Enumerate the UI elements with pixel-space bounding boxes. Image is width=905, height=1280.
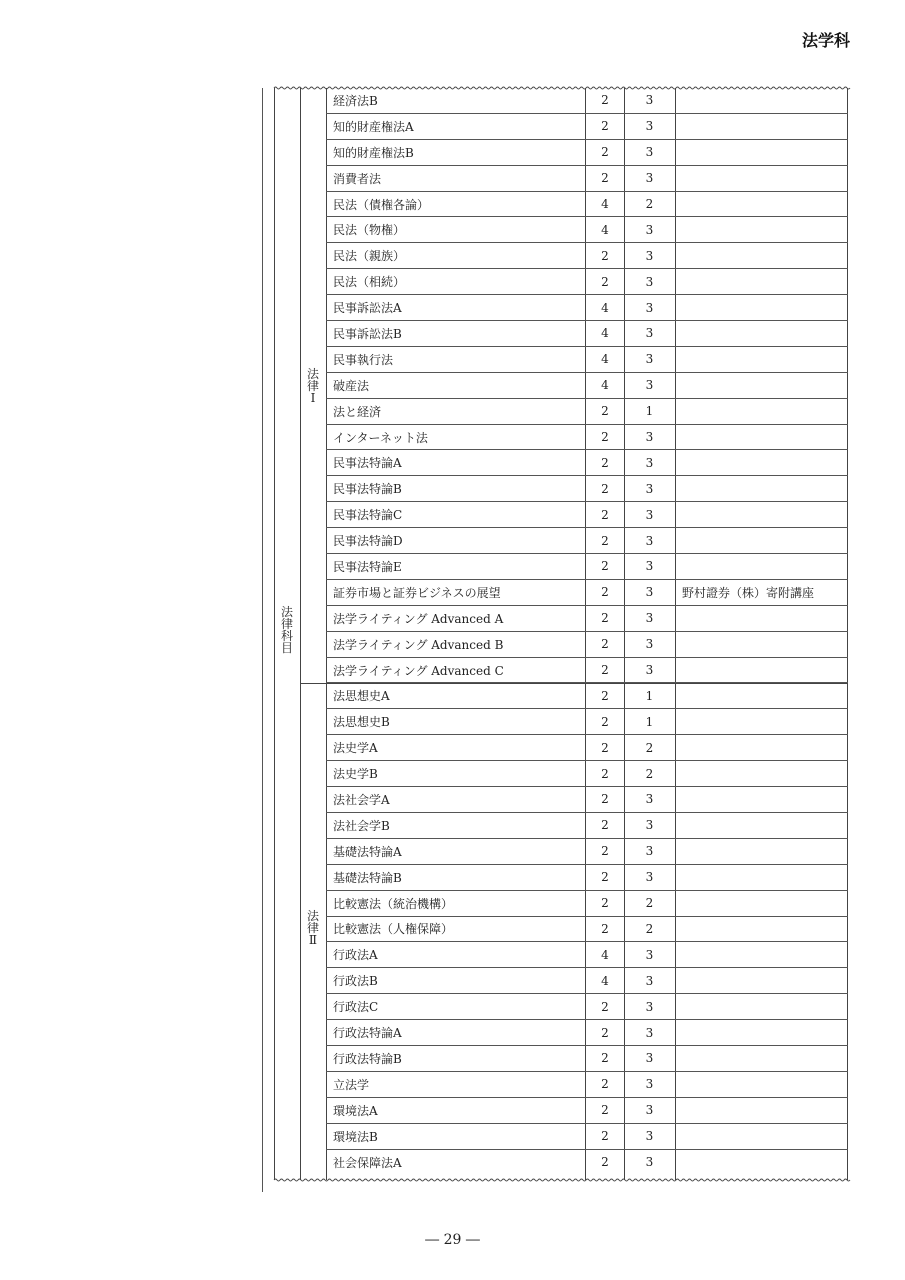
year-cell: 3	[645, 300, 654, 315]
subgroup-label-law-2	[305, 910, 321, 946]
credits-cell: 2	[601, 455, 609, 470]
credits-cell: 2	[601, 1129, 609, 1144]
year-cell: 3	[645, 222, 654, 237]
course-name: 基礎法特論A	[333, 844, 402, 859]
table-row	[326, 269, 848, 295]
course-name: 法思想史A	[333, 689, 390, 704]
table-row	[326, 1020, 848, 1046]
note-cell	[682, 761, 848, 786]
note-cell	[682, 166, 848, 191]
table-row	[326, 192, 848, 218]
credits-cell: 2	[601, 1155, 609, 1170]
credits-cell: 2	[601, 663, 609, 678]
subgroup-label-char: Ⅰ	[310, 391, 316, 405]
note-cell	[682, 528, 848, 553]
year-cell: 3	[645, 637, 654, 652]
course-rows	[326, 88, 848, 1175]
credits-cell: 2	[601, 714, 609, 729]
table-row	[326, 425, 848, 451]
course-name: 行政法C	[333, 1000, 379, 1015]
year-cell: 3	[645, 171, 654, 186]
table-row	[326, 735, 848, 761]
note-cell	[682, 1020, 848, 1045]
table-row	[326, 502, 848, 528]
credits-cell: 2	[601, 1077, 609, 1092]
year-cell: 3	[645, 559, 654, 574]
subgroup-label-char: 律	[306, 921, 319, 935]
table-row	[326, 683, 848, 709]
credits-cell: 2	[601, 637, 609, 652]
credits-cell: 2	[601, 171, 609, 186]
course-name: 法史学B	[333, 767, 378, 782]
note-cell	[682, 554, 848, 579]
course-name: 民事法特論A	[333, 456, 402, 471]
note-cell	[682, 476, 848, 501]
credits-cell: 2	[601, 999, 609, 1014]
table-row	[326, 942, 848, 968]
course-name: 民法（親族）	[333, 249, 406, 264]
credits-cell: 2	[601, 921, 609, 936]
credits-cell: 2	[601, 248, 609, 263]
table-row	[326, 1150, 848, 1176]
note-cell	[682, 269, 848, 294]
note-cell	[682, 295, 848, 320]
note-cell	[682, 891, 848, 916]
credits-cell: 4	[601, 326, 609, 341]
year-cell: 3	[645, 145, 654, 160]
course-name: 法社会学A	[333, 792, 390, 807]
note-cell	[682, 502, 848, 527]
course-name: 証券市場と証券ビジネスの展望	[333, 585, 501, 600]
subgroup-label-char: 律	[306, 379, 319, 393]
note-cell	[682, 217, 848, 242]
course-name: 知的財産権法A	[333, 119, 414, 134]
table-row	[326, 295, 848, 321]
table-row	[326, 528, 848, 554]
credits-cell: 2	[601, 481, 609, 496]
table-row	[326, 917, 848, 943]
year-cell: 3	[645, 1051, 654, 1066]
table-left-border	[274, 88, 275, 1180]
credits-cell: 2	[601, 507, 609, 522]
table-row	[326, 709, 848, 735]
table-row	[326, 658, 848, 684]
credits-cell: 4	[601, 973, 609, 988]
course-name: 行政法B	[333, 974, 378, 989]
table-row	[326, 217, 848, 243]
credits-cell: 2	[601, 1051, 609, 1066]
note-cell	[682, 839, 848, 864]
note-cell	[682, 1150, 848, 1176]
course-name: 破産法	[333, 378, 370, 393]
credits-cell: 4	[601, 222, 609, 237]
subgroup-column-border	[300, 88, 301, 1180]
credits-cell: 2	[601, 870, 609, 885]
course-name: 法学ライティング Advanced C	[333, 663, 504, 678]
year-cell: 3	[645, 507, 654, 522]
course-name: 民事法特論D	[333, 534, 403, 549]
table-row	[326, 839, 848, 865]
credits-cell: 2	[601, 274, 609, 289]
credits-cell: 2	[601, 93, 609, 108]
course-name: インターネット法	[333, 430, 428, 445]
group-label-char: 科	[280, 629, 293, 643]
department-title: 法学科	[801, 31, 850, 50]
course-name: 民事法特論C	[333, 508, 403, 523]
table-row	[326, 114, 848, 140]
year-cell: 1	[645, 688, 654, 703]
margin-rule	[262, 88, 263, 1192]
year-cell: 3	[645, 378, 654, 393]
credits-cell: 2	[601, 1103, 609, 1118]
note-cell	[682, 709, 848, 734]
year-cell: 3	[645, 1025, 654, 1040]
course-name: 環境法B	[333, 1129, 378, 1144]
year-cell: 3	[645, 870, 654, 885]
year-cell: 3	[645, 844, 654, 859]
course-name: 民法（債権各論）	[333, 197, 430, 212]
year-cell: 3	[645, 1129, 654, 1144]
note-cell	[682, 373, 848, 398]
table-row	[326, 140, 848, 166]
group-label-char: 目	[280, 641, 293, 655]
course-name: 経済法B	[333, 93, 378, 108]
note-cell	[682, 425, 848, 450]
table-row	[326, 476, 848, 502]
note-cell	[682, 968, 848, 993]
note-cell	[682, 942, 848, 967]
note-cell: 野村證券（株）寄附講座	[682, 585, 815, 600]
subgroup-label-char: 法	[306, 367, 319, 381]
table-row	[326, 813, 848, 839]
note-cell	[682, 88, 848, 113]
course-name: 比較憲法（統治機構）	[333, 896, 454, 911]
course-name: 法思想史B	[333, 715, 390, 730]
note-cell	[682, 1098, 848, 1123]
note-cell	[682, 632, 848, 657]
course-name: 立法学	[333, 1077, 370, 1092]
note-cell	[682, 347, 848, 372]
year-cell: 3	[645, 1155, 654, 1170]
note-cell	[682, 450, 848, 475]
note-cell	[682, 321, 848, 346]
year-cell: 3	[645, 481, 654, 496]
credits-cell: 2	[601, 585, 609, 600]
course-name: 環境法A	[333, 1103, 378, 1118]
table-row	[326, 761, 848, 787]
table-row	[326, 1046, 848, 1072]
course-name: 法史学A	[333, 741, 378, 756]
note-cell	[682, 1072, 848, 1097]
table-row	[326, 88, 848, 114]
credits-cell: 2	[601, 404, 609, 419]
note-cell	[682, 243, 848, 268]
year-cell: 3	[645, 999, 654, 1014]
course-name: 民事法特論E	[333, 559, 402, 574]
year-cell: 3	[645, 1103, 654, 1118]
course-name: 法と経済	[333, 404, 382, 419]
year-cell: 3	[645, 663, 654, 678]
credits-cell: 2	[601, 896, 609, 911]
credits-cell: 2	[601, 792, 609, 807]
table-row	[326, 243, 848, 269]
year-cell: 3	[645, 455, 654, 470]
group-label-char: 法	[280, 605, 293, 619]
table-row	[326, 865, 848, 891]
note-cell	[682, 865, 848, 890]
year-cell: 3	[645, 585, 654, 600]
course-table	[274, 88, 848, 1180]
course-name: 比較憲法（人権保障）	[333, 922, 454, 937]
note-cell	[682, 606, 848, 631]
credits-cell: 2	[601, 740, 609, 755]
credits-cell: 4	[601, 947, 609, 962]
note-cell	[682, 1124, 848, 1149]
table-bottom-break-line	[274, 1178, 848, 1182]
group-label-law-subjects	[279, 606, 295, 654]
table-row	[326, 994, 848, 1020]
course-name: 民法（物権）	[333, 223, 406, 238]
year-cell: 3	[645, 352, 654, 367]
group-label-char: 律	[280, 617, 293, 631]
table-row	[326, 373, 848, 399]
note-cell	[682, 1046, 848, 1071]
year-cell: 3	[645, 430, 654, 445]
year-cell: 3	[645, 792, 654, 807]
credits-cell: 2	[601, 688, 609, 703]
credits-cell: 2	[601, 611, 609, 626]
table-row	[326, 347, 848, 373]
subgroup-label-law-1	[305, 368, 321, 404]
course-name: 社会保障法A	[333, 1155, 402, 1170]
course-name: 知的財産権法B	[333, 145, 414, 160]
subgroup-label-char: Ⅱ	[308, 933, 318, 947]
note-cell	[682, 140, 848, 165]
credits-cell: 2	[601, 844, 609, 859]
table-row	[326, 632, 848, 658]
credits-cell: 2	[601, 559, 609, 574]
credits-cell: 2	[601, 1025, 609, 1040]
year-cell: 3	[645, 533, 654, 548]
year-cell: 1	[645, 714, 654, 729]
table-row	[326, 1098, 848, 1124]
table-row	[326, 166, 848, 192]
course-name: 民事執行法	[333, 352, 394, 367]
year-cell: 2	[645, 740, 654, 755]
year-cell: 3	[645, 119, 654, 134]
credits-cell: 2	[601, 119, 609, 134]
course-name: 消費者法	[333, 171, 382, 186]
table-row	[326, 1124, 848, 1150]
course-name: 民法（相続）	[333, 275, 406, 290]
note-cell	[682, 994, 848, 1019]
note-cell	[682, 735, 848, 760]
subgroup-label-char: 法	[306, 909, 319, 923]
credits-cell: 2	[601, 533, 609, 548]
year-cell: 2	[645, 896, 654, 911]
note-cell	[682, 399, 848, 424]
note-cell	[682, 658, 848, 683]
year-cell: 2	[645, 921, 654, 936]
year-cell: 3	[645, 326, 654, 341]
year-cell: 3	[645, 274, 654, 289]
course-name: 民事訴訟法A	[333, 301, 402, 316]
year-cell: 2	[645, 766, 654, 781]
note-cell	[682, 683, 848, 708]
course-name: 法学ライティング Advanced A	[333, 611, 504, 626]
course-name: 行政法特論A	[333, 1026, 402, 1040]
credits-cell: 2	[601, 818, 609, 833]
table-row	[326, 1072, 848, 1098]
course-name: 行政法特論B	[333, 1051, 402, 1066]
year-cell: 3	[645, 973, 654, 988]
note-cell	[682, 787, 848, 812]
note-cell	[682, 813, 848, 838]
credits-cell: 4	[601, 300, 609, 315]
table-row	[326, 554, 848, 580]
year-cell: 3	[645, 1077, 654, 1092]
note-cell	[682, 917, 848, 942]
table-row	[326, 580, 848, 606]
table-row	[326, 787, 848, 813]
year-cell: 3	[645, 818, 654, 833]
year-cell: 3	[645, 248, 654, 263]
credits-cell: 4	[601, 352, 609, 367]
page-number: ― 29 ―	[425, 1232, 480, 1248]
year-cell: 3	[645, 93, 654, 108]
credits-cell: 2	[601, 430, 609, 445]
credits-cell: 2	[601, 145, 609, 160]
year-cell: 3	[645, 947, 654, 962]
table-row	[326, 606, 848, 632]
table-row	[326, 321, 848, 347]
credits-cell: 4	[601, 197, 609, 211]
credits-cell: 4	[601, 378, 609, 393]
course-name: 行政法A	[333, 948, 378, 963]
course-name: 法社会学B	[333, 818, 390, 833]
year-cell: 1	[645, 404, 654, 419]
table-row	[326, 450, 848, 476]
credits-cell: 2	[601, 766, 609, 781]
course-name: 民事訴訟法B	[333, 326, 402, 341]
table-row	[326, 891, 848, 917]
table-row	[326, 399, 848, 425]
course-name: 法学ライティング Advanced B	[333, 637, 504, 652]
note-cell	[682, 192, 848, 217]
table-row	[326, 968, 848, 994]
note-cell	[682, 114, 848, 139]
course-name: 基礎法特論B	[333, 870, 402, 885]
course-name: 民事法特論B	[333, 482, 402, 497]
year-cell: 3	[645, 611, 654, 626]
year-cell: 2	[645, 197, 654, 211]
